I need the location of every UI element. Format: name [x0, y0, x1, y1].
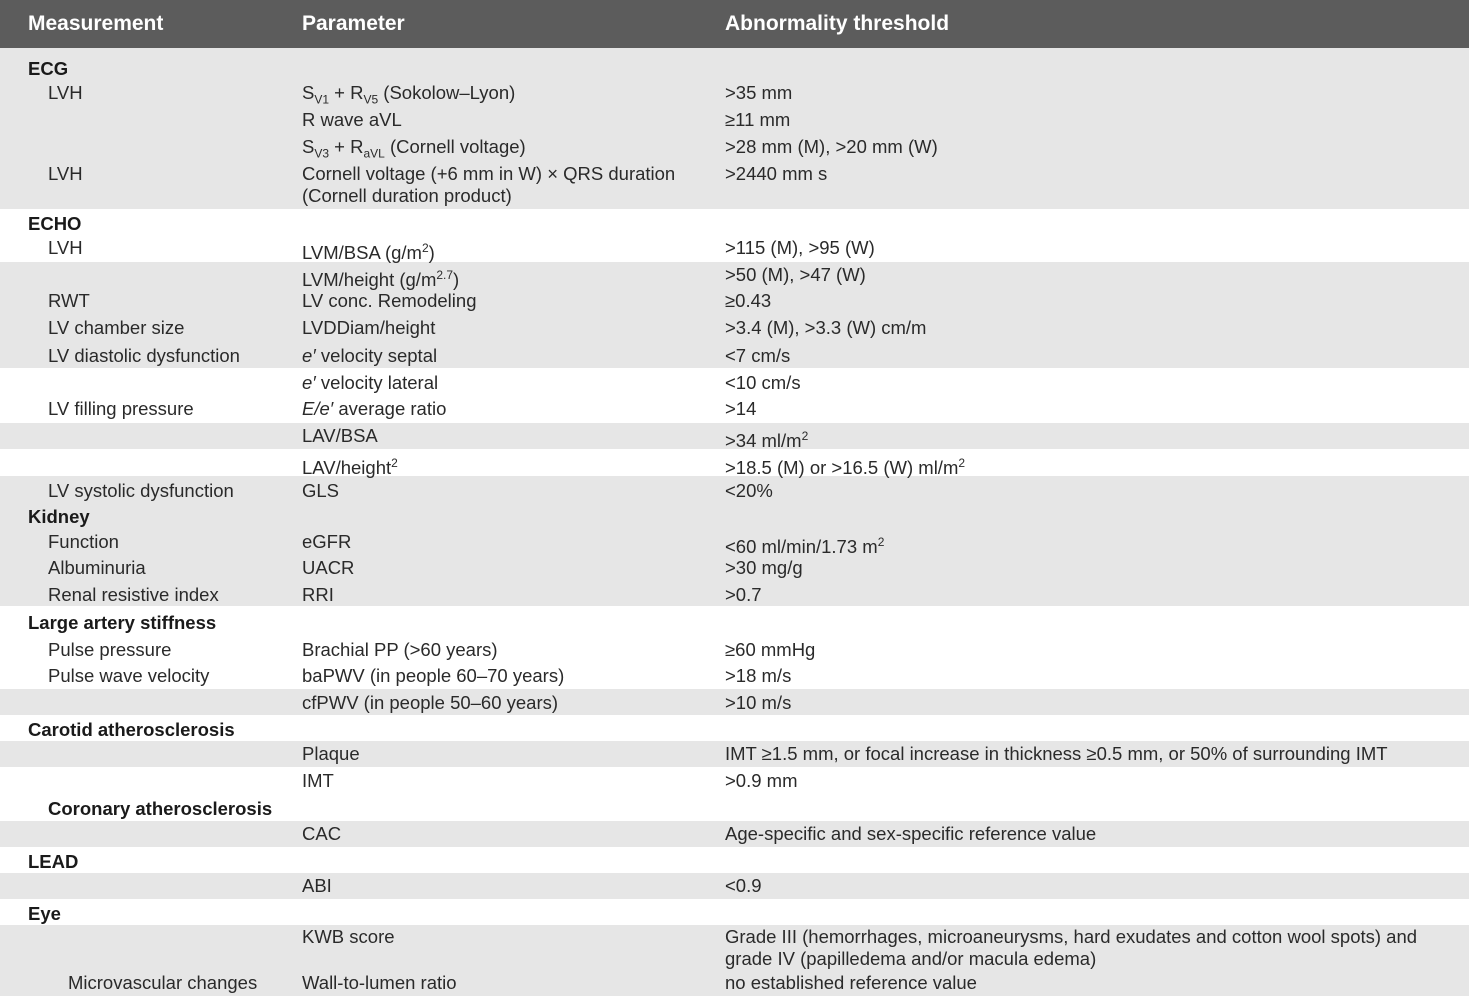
section-heading: Kidney	[28, 506, 90, 527]
parameter-cell: LVM/height $(g/m^{2.7})$	[302, 268, 460, 291]
measurement-cell: Microvascular changes	[68, 972, 258, 993]
parameter-cell: cfPWV (in people 50–60 years)	[302, 692, 559, 713]
parameter-cell: Wall-to-lumen ratio	[302, 972, 457, 993]
threshold-cell: >0.7	[725, 584, 762, 605]
measurement-cell: RWT	[48, 290, 90, 311]
threshold-cell: >10 m/s	[725, 692, 792, 713]
threshold-cell: >14	[725, 398, 757, 419]
measurement-cell: LV systolic dysfunction	[48, 480, 234, 501]
section-heading: Large artery stiffness	[28, 612, 217, 633]
threshold-cell: >115 (M), >95 (W)	[725, 237, 875, 258]
section-heading: Eye	[28, 903, 61, 924]
parameter-cell: LV conc. Remodeling	[302, 290, 477, 311]
measurement-cell: Pulse wave velocity	[48, 665, 210, 686]
parameter-cell: eGFR	[302, 531, 352, 552]
table-header	[0, 0, 1469, 48]
parameter-cell: KWB score	[302, 926, 395, 947]
parameter-cell: LAV/height$^2$	[302, 456, 398, 479]
threshold-cell: no established reference value	[725, 972, 977, 993]
measurement-cell: LV chamber size	[48, 317, 185, 338]
threshold-cell: ≥11 mm	[725, 109, 791, 130]
section-heading: ECG	[28, 58, 69, 79]
threshold-cell: >3.4 (M), >3.3 (W) cm/m	[725, 317, 927, 338]
threshold-cell: ≥60 mmHg	[725, 639, 816, 660]
parameter-cell: e′ velocity septal	[302, 345, 438, 366]
parameter-cell: CAC	[302, 823, 342, 844]
threshold-cell: >18.5 (M) or >16.5 (W) $ml/m^2$	[725, 456, 966, 479]
parameter-cell: LVDDiam/height	[302, 317, 436, 338]
parameter-cell: Cornell voltage (+6 mm in W) × QRS duration	[302, 163, 676, 184]
parameter-cell: UACR	[302, 557, 355, 578]
parameter-cell: RRI	[302, 584, 334, 605]
parameter-cell: Plaque	[302, 743, 360, 764]
measurement-cell: LVH	[48, 163, 83, 184]
header-measurement: Measurement	[28, 12, 164, 35]
threshold-cell: ≥0.43	[725, 290, 772, 311]
threshold-cell: grade IV (papilledema and/or macula edema)	[725, 948, 1097, 969]
threshold-cell: Age-specific and sex-specific reference value	[725, 823, 1097, 844]
threshold-cell: >35 mm	[725, 82, 793, 103]
threshold-cell: >30 mg/g	[725, 557, 803, 578]
measurement-cell: LVH	[48, 82, 83, 103]
threshold-cell: IMT ≥1.5 mm, or focal increase in thickness ≥0.5 mm, or 50% of surrounding IMT	[725, 743, 1388, 764]
parameter-cell: (Cornell duration product)	[302, 185, 512, 206]
threshold-cell: Grade III (hemorrhages, microaneurysms, hard exudates and cotton wool spots) and	[725, 926, 1418, 947]
parameter-cell: GLS	[302, 480, 340, 501]
measurement-cell: Renal resistive index	[48, 584, 219, 605]
section-heading: LEAD	[28, 851, 79, 872]
parameter-cell: e′ velocity lateral	[302, 372, 439, 393]
parameter-cell: R wave aVL	[302, 109, 402, 130]
threshold-cell: >34 $ml/m^2$	[725, 429, 809, 452]
parameter-cell: Brachial PP (>60 years)	[302, 639, 498, 660]
threshold-cell: >0.9 mm	[725, 770, 798, 791]
parameter-cell: E/e′ average ratio	[302, 398, 447, 419]
threshold-cell: <10 cm/s	[725, 372, 801, 393]
section-heading: Carotid atherosclerosis	[28, 719, 235, 740]
measurement-cell: Pulse pressure	[48, 639, 172, 660]
header-parameter: Parameter	[302, 12, 405, 35]
threshold-cell: >50 (M), >47 (W)	[725, 264, 866, 285]
threshold-cell: >2440 mm s	[725, 163, 828, 184]
measurement-cell: Coronary atherosclerosis	[48, 798, 273, 819]
measurement-cell: Albuminuria	[48, 557, 146, 578]
section-heading: ECHO	[28, 213, 82, 234]
parameter-cell: ABI	[302, 875, 332, 896]
parameter-cell: $S_{V1} + R_{V5}$ (Sokolow–Lyon)	[302, 82, 516, 107]
parameter-cell: LVM/BSA $(g/m^2)$	[302, 241, 435, 264]
threshold-cell: <20%	[725, 480, 773, 501]
measurement-cell: LV diastolic dysfunction	[48, 345, 240, 366]
threshold-cell: >28 mm (M), >20 mm (W)	[725, 136, 938, 157]
measurement-cell: Function	[48, 531, 119, 552]
parameter-cell: $S_{V3} + R_{aVL}$ (Cornell voltage)	[302, 136, 526, 161]
threshold-cell: <7 cm/s	[725, 345, 791, 366]
measurement-cell: LV filling pressure	[48, 398, 194, 419]
parameter-cell: baPWV (in people 60–70 years)	[302, 665, 565, 686]
threshold-cell: <60 ml/min/1.73 $m^2$	[725, 535, 885, 558]
threshold-cell: >18 m/s	[725, 665, 792, 686]
measurement-cell: LVH	[48, 237, 83, 258]
parameter-cell: LAV/BSA	[302, 425, 378, 446]
threshold-cell: <0.9	[725, 875, 762, 896]
parameter-cell: IMT	[302, 770, 334, 791]
header-threshold: Abnormality threshold	[725, 12, 950, 35]
